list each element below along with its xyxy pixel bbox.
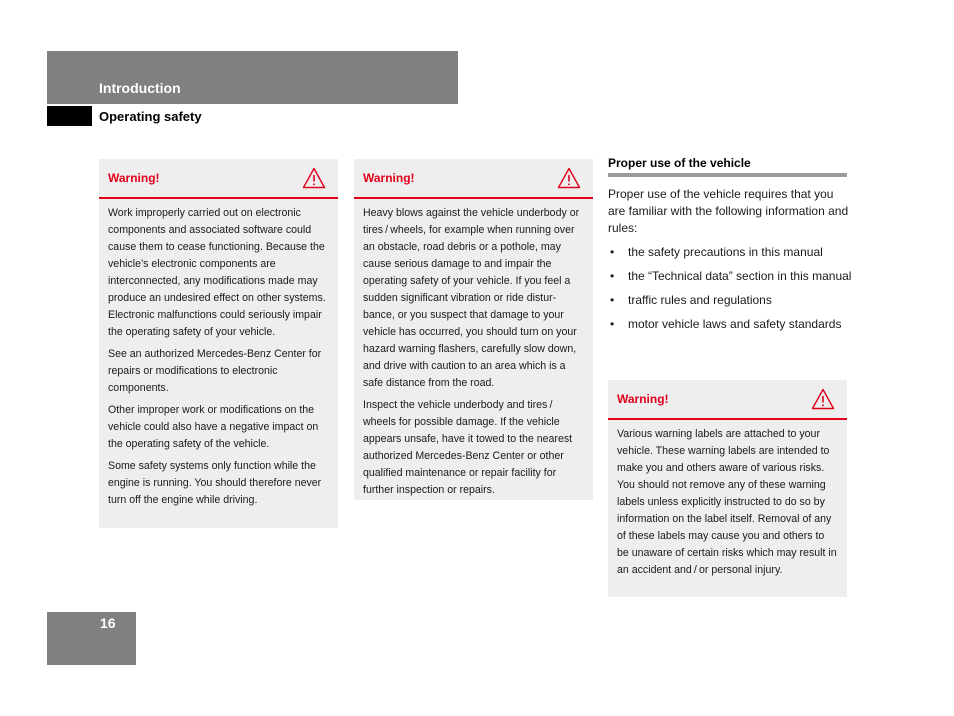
- warning-title: Warning!: [108, 171, 160, 185]
- warning-title: Warning!: [617, 392, 669, 406]
- warning-paragraph: Other improper work or modifications on the vehicle could also have a negative impact on the operating safety of the vehicle.: [108, 404, 319, 450]
- warning-header: [354, 159, 593, 199]
- proper-use-body: [608, 186, 853, 340]
- subsection-title: Operating safety: [99, 109, 202, 124]
- warning-body: [354, 199, 593, 512]
- warning-paragraph: Inspect the vehicle underbody and tires / wheels for possible damage. If the vehicle appears unsafe, have it towed to the nearest authorized Mercedes-Benz Center or other qualified maintenance or repair facility for further inspection or repairs.: [363, 399, 573, 496]
- warning-triangle-icon: [557, 167, 581, 189]
- warning-paragraph: See an authorized Mercedes-Benz Center for repairs or modifications to electronic components.: [108, 348, 322, 394]
- header-bar: [47, 51, 458, 104]
- section-tab-marker: [47, 106, 92, 126]
- warning-box-labels: [608, 380, 847, 597]
- warning-triangle-icon: [811, 388, 835, 410]
- proper-use-list: [608, 244, 853, 333]
- page-number-box: [47, 612, 136, 665]
- list-item: • traffic rules and regulations: [608, 292, 853, 309]
- warning-title: Warning!: [363, 171, 415, 185]
- warning-paragraph: Work improperly carried out on electronic components and associated software could cause them to cease functioning. Because the vehicle’s electronic components are interconnected, any modifications made may produce an undesired effect on other systems. Electronic malfunctions could seriously impair the operating safety of your vehicle.: [108, 207, 326, 338]
- proper-use-heading: Proper use of the vehicle: [608, 156, 847, 177]
- warning-box-underbody: [354, 159, 593, 500]
- list-item: • motor vehicle laws and safety standards: [608, 316, 853, 333]
- warning-body: [99, 199, 338, 522]
- warning-paragraph: Some safety systems only function while the engine is running. You should therefore never turn off the engine while driving.: [108, 460, 322, 506]
- list-item: • the safety precautions in this manual: [608, 244, 853, 261]
- section-title: Introduction: [99, 80, 181, 96]
- warning-body: [608, 420, 847, 592]
- page-number: 16: [100, 615, 116, 631]
- warning-paragraph: Various warning labels are attached to your vehicle. These warning labels are intended to make you and others aware of various risks. You should not remove any of these warning labels unless explicitly instructed to do so by information on the label itself. Removal of any of these labels may cause you and others to be unaware of certain risks which may result in an accident and / or personal injury.: [617, 428, 837, 576]
- warning-header: [99, 159, 338, 199]
- warning-header: [608, 380, 847, 420]
- warning-paragraph: Heavy blows against the vehicle underbody or tires / wheels, for example when running over an obstacle, road debris or a pothole, may cause serious damage to and impair the operating safety of your vehicle. If you feel a sudden significant vibration or ride distur-bance, or you suspect that damage to your vehicle has occurred, you should turn on your hazard warning flashers, carefully slow down, and drive with caution to an area which is a safe distance from the road.: [363, 207, 580, 389]
- proper-use-intro: Proper use of the vehicle requires that you are familiar with the following information and rules:: [608, 187, 849, 235]
- warning-box-electronics: [99, 159, 338, 528]
- warning-triangle-icon: [302, 167, 326, 189]
- list-item: • the “Technical data” section in this manual: [608, 268, 853, 285]
